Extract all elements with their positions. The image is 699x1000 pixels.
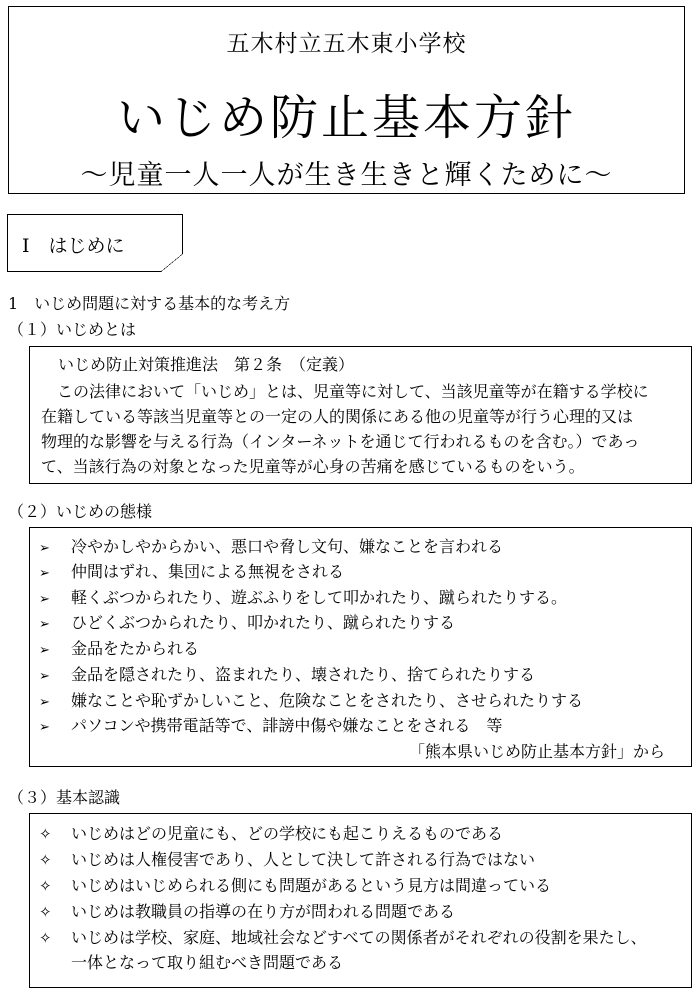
list-item: ✧ いじめは人権侵害であり、人として決して許される行為ではない [39, 850, 536, 869]
diamond-bullet-icon: ✧ [39, 929, 52, 947]
list-item: ➢ ひどくぶつかられたり、叩かれたり、蹴られたりする [39, 613, 456, 632]
list-item: ➢ 軽くぶつかられたり、遊ぶふりをして叩かれたり、蹴られたりする。 [39, 588, 568, 607]
list-item: ✧ いじめは学校、家庭、地域社会などすべての関係者がそれぞれの役割を果たし、 [39, 928, 647, 947]
list-item: ✧ いじめは教職員の指導の在り方が問われる問題である [39, 902, 456, 921]
list-item: ➢ 嫌なことや恥ずかしいこと、危険なことをされたり、させられたりする [39, 691, 584, 710]
list-item: ✧ いじめはいじめられる側にも問題があるという見方は間違っている [39, 876, 552, 895]
diamond-bullet-icon: ✧ [39, 851, 52, 869]
school-name: 五木村立五木東小学校 [226, 31, 467, 57]
list-item: ➢ 仲間はずれ、集団による無視をされる [39, 562, 344, 581]
source-citation: 「熊本県いじめ防止基本方針」から [408, 742, 665, 761]
definition-line: この法律において「いじめ」とは、児童等に対して、当該児童等が在籍する学校に [41, 382, 649, 401]
definition-line: 物理的な影響を与える行為（インターネットを通じて行われるものを含む。）であっ [41, 432, 640, 451]
arrow-bullet-icon: ➢ [39, 695, 50, 710]
list-item: ✧ いじめはどの児童にも、どの学校にも起こりえるものである [39, 824, 504, 843]
list-item: ➢ パソコンや携帯電話等で、誹謗中傷や嫌なことをされる 等 [39, 716, 503, 735]
diamond-bullet-icon: ✧ [39, 903, 52, 921]
arrow-bullet-icon: ➢ [39, 566, 50, 581]
arrow-bullet-icon: ➢ [39, 617, 50, 632]
section-tab [7, 214, 183, 272]
definition-box [29, 346, 692, 484]
arrow-bullet-icon: ➢ [39, 720, 50, 735]
subsection-heading: 1 いじめ問題に対する基本的な考え方 [8, 294, 291, 313]
bullying-forms-box [29, 527, 692, 767]
list-item: ➢ 冷やかしやからかい、悪口や脅し文句、嫌なことを言われる [39, 537, 504, 556]
part1-heading: （１）いじめとは [8, 320, 137, 339]
definition-line: て、当該行為の対象となった児童等が心身の苦痛を感じているものをいう。 [41, 457, 585, 476]
law-title: いじめ防止対策推進法 第２条 （定義） [58, 355, 355, 374]
page-title: いじめ防止基本方針 [116, 90, 576, 146]
diamond-bullet-icon: ✧ [39, 877, 52, 895]
part3-heading: （３）基本認識 [8, 788, 121, 807]
list-item: ➢ 金品をたかられる [39, 639, 200, 658]
arrow-bullet-icon: ➢ [39, 643, 50, 658]
page-subtitle: 〜児童一人一人が生き生きと輝くために〜 [80, 160, 613, 191]
title-box [8, 6, 685, 194]
arrow-bullet-icon: ➢ [39, 669, 50, 684]
part2-heading: （２）いじめの態様 [8, 502, 153, 521]
page-curl-decoration [161, 254, 183, 272]
definition-line: 在籍している等該当児童等との一定の人的関係にある他の児童等が行う心理的又は [41, 407, 634, 426]
arrow-bullet-icon: ➢ [39, 541, 50, 556]
section-label: Ⅰ はじめに [22, 235, 125, 257]
list-item-continuation: 一体となって取り組むべき問題である [71, 953, 344, 972]
list-item: ➢ 金品を隠されたり、盗まれたり、壊されたり、捨てられたりする [39, 665, 536, 684]
arrow-bullet-icon: ➢ [39, 592, 50, 607]
basic-recognition-box [29, 813, 692, 988]
diamond-bullet-icon: ✧ [39, 825, 52, 843]
